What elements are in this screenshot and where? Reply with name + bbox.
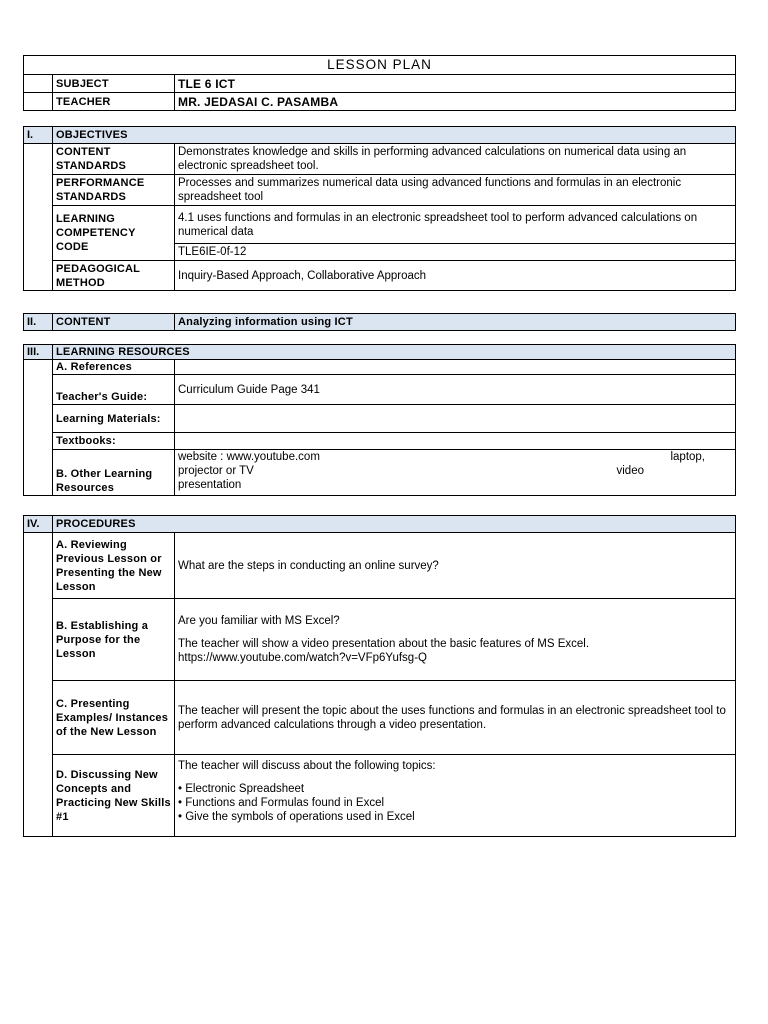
teacher-value: MR. JEDASAI C. PASAMBA: [175, 93, 736, 111]
empty-cell: [24, 75, 53, 93]
laptop-text: laptop,: [670, 451, 705, 463]
subject-value: TLE 6 ICT: [175, 75, 736, 93]
teachers-guide-label: Teacher's Guide:: [53, 375, 175, 405]
competency-value: 4.1 uses functions and formulas in an electronic spreadsheet tool to perform advanced calculations on numerical data: [175, 206, 736, 244]
empty-cell: [24, 533, 53, 837]
content-table: [23, 313, 736, 331]
list-item: • Electronic Spreadsheet: [178, 783, 305, 795]
website-text: website : www.youtube.com: [178, 451, 320, 463]
procedures-table: [23, 515, 736, 837]
objectives-number: I.: [24, 127, 53, 144]
other-resources-value: [175, 450, 736, 496]
subject-label: SUBJECT: [53, 75, 175, 93]
content-standards-label: CONTENT STANDARDS: [53, 144, 175, 175]
procedure-d-intro: The teacher will discuss about the following topics:: [178, 760, 436, 772]
references-label: A. References: [53, 360, 175, 375]
video-text: video: [616, 465, 644, 477]
procedure-a-label: A. Reviewing Previous Lesson or Presenting the New Lesson: [53, 533, 175, 599]
projector-text: projector or TV: [178, 465, 254, 477]
other-resources-label: B. Other Learning Resources: [53, 450, 175, 496]
empty-cell: [175, 433, 736, 450]
empty-cell: [24, 93, 53, 111]
teacher-label: TEACHER: [53, 93, 175, 111]
procedure-b-link: https://www.youtube.com/watch?v=VFp6Yufsg-Q: [178, 652, 427, 664]
procedure-d-value: [175, 755, 736, 837]
competency-label: LEARNING COMPETENCY CODE: [53, 206, 175, 261]
procedure-b-question: Are you familiar with MS Excel?: [178, 615, 340, 627]
list-item: • Give the symbols of operations used in Excel: [178, 811, 415, 823]
content-value: Analyzing information using ICT: [175, 314, 736, 331]
procedure-b-value: [175, 599, 736, 681]
procedure-c-value: The teacher will present the topic about the uses functions and formulas in an electronic spreadsheet tool to perform advanced calculations through a video presentation.: [175, 681, 736, 755]
procedure-d-label: D. Discussing New Concepts and Practicing New Skills #1: [53, 755, 175, 837]
list-item: • Functions and Formulas found in Excel: [178, 797, 385, 809]
learning-materials-label: Learning Materials:: [53, 405, 175, 433]
empty-cell: [175, 360, 736, 375]
pedagogical-value: Inquiry-Based Approach, Collaborative Approach: [175, 261, 736, 291]
competency-code: TLE6IE-0f-12: [175, 244, 736, 261]
procedures-heading: PROCEDURES: [53, 516, 736, 533]
procedure-a-value: What are the steps in conducting an online survey?: [175, 533, 736, 599]
resources-table: [23, 344, 736, 496]
presentation-text: presentation: [178, 479, 242, 491]
procedure-b-description: The teacher will show a video presentation about the basic features of MS Excel.: [178, 638, 590, 650]
performance-standards-label: PERFORMANCE STANDARDS: [53, 175, 175, 206]
procedure-b-label: B. Establishing a Purpose for the Lesson: [53, 599, 175, 681]
empty-cell: [175, 405, 736, 433]
content-label: CONTENT: [53, 314, 175, 331]
objectives-heading: OBJECTIVES: [53, 127, 736, 144]
resources-heading: LEARNING RESOURCES: [53, 345, 736, 360]
objectives-table: [23, 126, 736, 291]
procedures-number: IV.: [24, 516, 53, 533]
teachers-guide-value: Curriculum Guide Page 341: [175, 375, 736, 405]
performance-standards-value: Processes and summarizes numerical data using advanced functions and formulas in an electronic spreadsheet tool: [175, 175, 736, 206]
textbooks-label: Textbooks:: [53, 433, 175, 450]
resources-number: III.: [24, 345, 53, 360]
empty-cell: [24, 144, 53, 291]
procedure-c-label: C. Presenting Examples/ Instances of the New Lesson: [53, 681, 175, 755]
content-standards-value: Demonstrates knowledge and skills in performing advanced calculations on numerical data using an electronic spreadsheet tool.: [175, 144, 736, 175]
procedure-d-topic-list: [178, 782, 732, 824]
content-number: II.: [24, 314, 53, 331]
empty-cell: [24, 360, 53, 496]
lesson-plan-title: LESSON PLAN: [24, 56, 736, 75]
pedagogical-label: PEDAGOGICAL METHOD: [53, 261, 175, 291]
header-table: [23, 55, 736, 111]
